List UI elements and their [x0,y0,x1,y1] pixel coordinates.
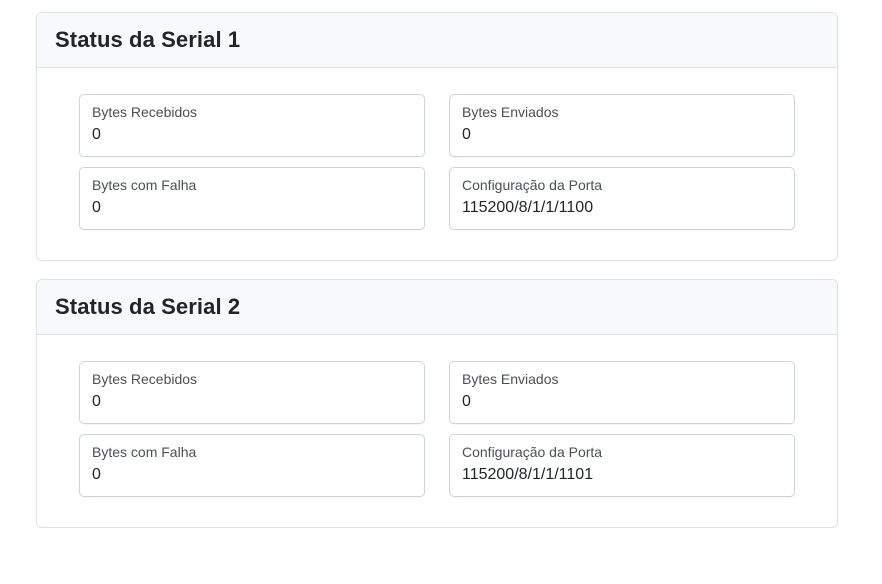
serial-2-bytes-received-field[interactable] [79,361,425,424]
serial-1-row-2 [79,167,795,230]
serial-2-port-config-field[interactable] [449,434,795,497]
serial-2-card-header [37,280,837,335]
serial-2-port-config-value[interactable]: 115200/8/1/1/1101 [462,466,594,483]
serial-2-bytes-received-label: Bytes Recebidos [92,371,198,387]
serial-2-bytes-failed-label: Bytes com Falha [92,444,197,460]
serial-1-row-1 [79,94,795,157]
serial-1-bytes-failed-label: Bytes com Falha [92,177,197,193]
serial-2-title: Status da Serial 2 [55,294,241,319]
serial-1-bytes-failed-value[interactable]: 0 [92,199,101,216]
serial-2-status-card [36,279,838,528]
serial-2-bytes-sent-label: Bytes Enviados [462,371,559,387]
serial-1-bytes-failed-field[interactable] [79,167,425,230]
serial-2-bytes-received-value[interactable]: 0 [92,393,101,410]
serial-2-row-2 [79,434,795,497]
serial-1-port-config-value[interactable]: 115200/8/1/1/1100 [462,199,594,216]
serial-2-bytes-sent-field[interactable] [449,361,795,424]
serial-1-bytes-sent-field[interactable] [449,94,795,157]
serial-1-title: Status da Serial 1 [55,27,241,52]
serial-1-status-card [36,12,838,261]
serial-1-bytes-received-label: Bytes Recebidos [92,104,198,120]
serial-1-bytes-sent-value[interactable]: 0 [462,126,471,143]
serial-1-card-header [37,13,837,68]
serial-1-bytes-received-field[interactable] [79,94,425,157]
serial-2-port-config-label: Configuração da Porta [462,444,603,460]
serial-1-bytes-received-value[interactable]: 0 [92,126,101,143]
serial-2-bytes-failed-value[interactable]: 0 [92,466,101,483]
serial-2-row-1 [79,361,795,424]
serial-1-bytes-sent-label: Bytes Enviados [462,104,559,120]
serial-1-port-config-field[interactable] [449,167,795,230]
serial-1-card-body [37,68,837,260]
serial-2-card-body [37,335,837,527]
serial-2-bytes-sent-value[interactable]: 0 [462,393,471,410]
serial-1-port-config-label: Configuração da Porta [462,177,603,193]
serial-2-bytes-failed-field[interactable] [79,434,425,497]
